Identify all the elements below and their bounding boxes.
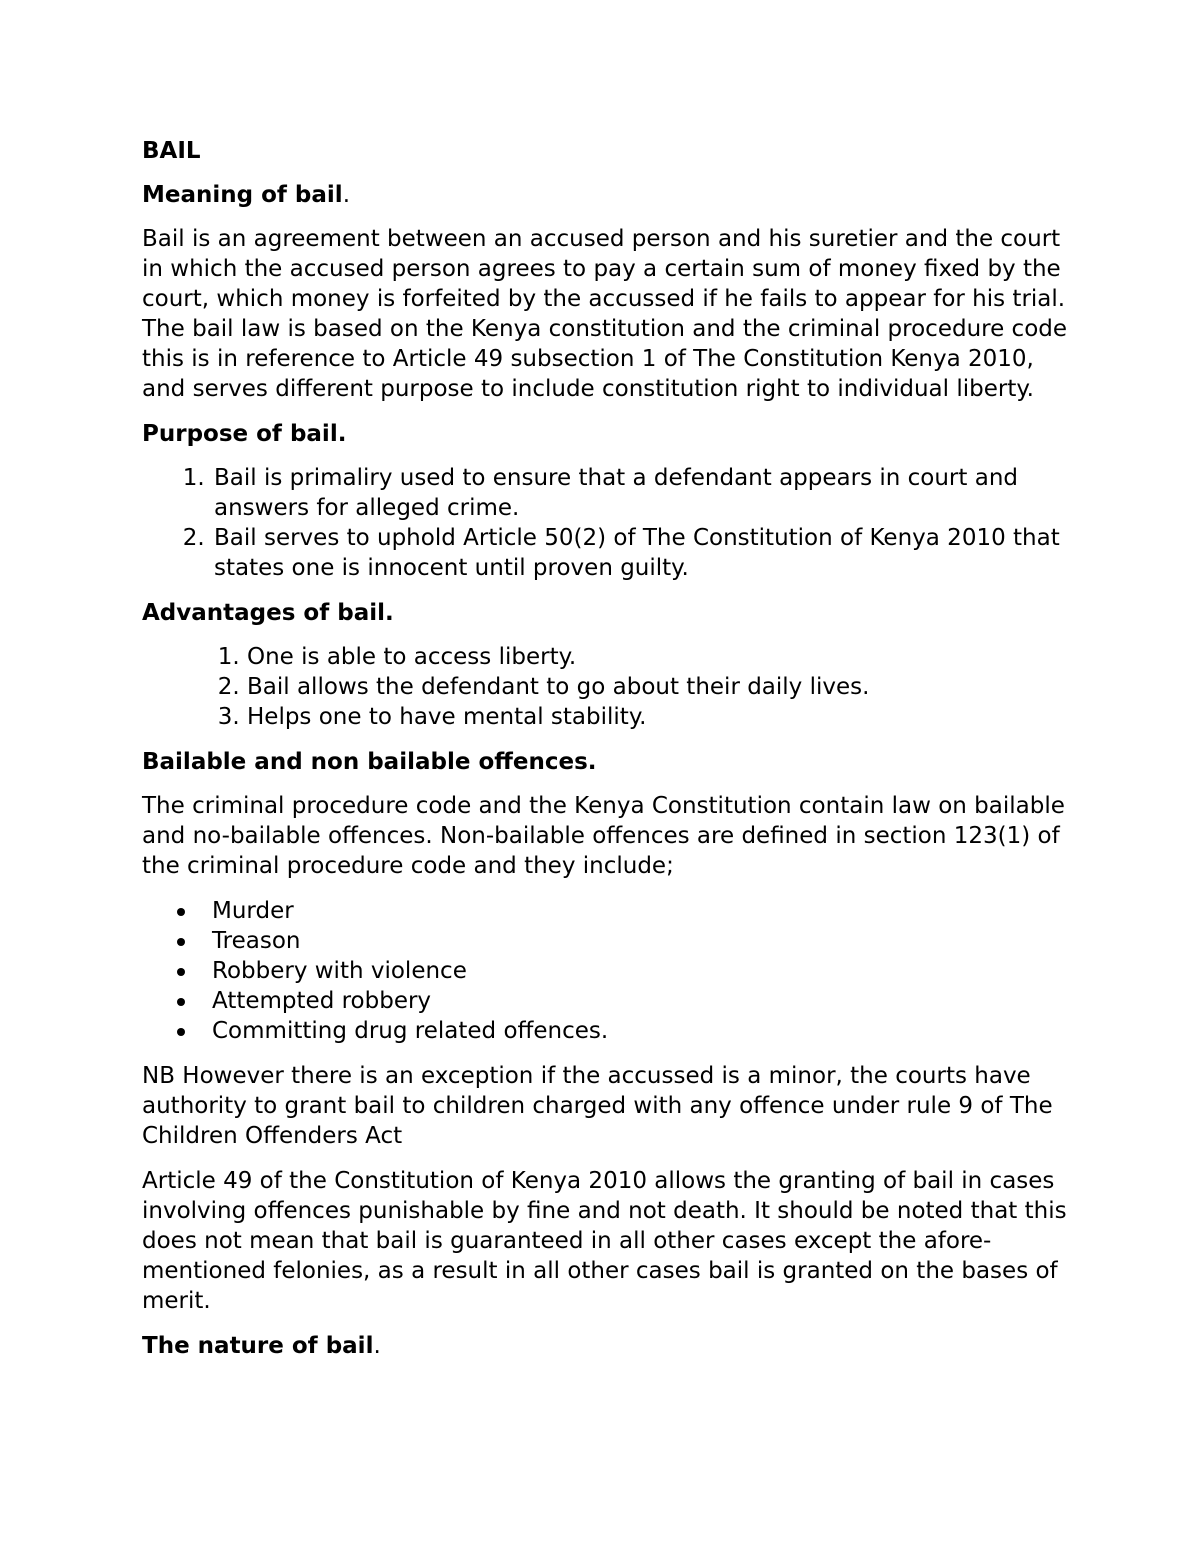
heading-nature: [142, 1331, 1072, 1361]
advantages-list: [142, 642, 1072, 732]
bullet-icon: [177, 908, 185, 916]
list-item: [142, 956, 1072, 986]
heading-meaning-text: Meaning of bail: [142, 182, 343, 208]
bullet-icon: [177, 938, 185, 946]
list-item: [142, 896, 1072, 926]
bullet-icon: [177, 968, 185, 976]
list-item: [142, 1016, 1072, 1046]
heading-advantages-text: Advantages of bail.: [142, 600, 394, 626]
list-item: [142, 926, 1072, 956]
heading-meaning-suffix: .: [342, 182, 350, 208]
paragraph-meaning: Bail is an agreement between an accused person and his suretier and the court in which the accused person agrees to pay a certain sum of money fixed by the court, which money is forfeited by the accussed if he fails to appear for his trial. The bail law is based on the Kenya constitution and the criminal procedure code this is in reference to Article 49 subsection 1 of The Constitution Kenya 2010, and serves different purpose to include constitution right to individual liberty.: [142, 226, 1068, 402]
heading-bailable-text: Bailable and non bailable offences.: [142, 749, 597, 775]
offence-text: Attempted robbery: [212, 988, 432, 1014]
list-item: 2. Bail serves to uphold Article 50(2) of The Constitution of Kenya 2010 that states one is innocent until proven guilty.: [212, 523, 1072, 583]
document-title: BAIL: [142, 138, 201, 164]
offence-text: Robbery with violence: [212, 958, 467, 984]
list-item: 3. Helps one to have mental stability.: [247, 702, 1072, 732]
list-item: [142, 986, 1072, 1016]
bullet-icon: [177, 998, 185, 1006]
heading-advantages: [142, 598, 1072, 628]
heading-meaning: [142, 180, 1072, 210]
offence-text: Treason: [212, 928, 301, 954]
heading-bailable: [142, 747, 1072, 777]
heading-purpose: [142, 419, 1072, 449]
document-page: [142, 136, 1072, 1375]
list-item: 1. One is able to access liberty.: [247, 642, 1072, 672]
heading-nature-text: The nature of bail: [142, 1333, 374, 1359]
offence-text: Murder: [212, 898, 294, 924]
heading-purpose-text: Purpose of bail.: [142, 421, 347, 447]
list-item: 2. Bail allows the defendant to go about their daily lives.: [247, 672, 1072, 702]
bullet-icon: [177, 1028, 185, 1036]
offences-list: [142, 896, 1072, 1046]
purpose-list: [142, 463, 1072, 583]
list-item: 1. Bail is primaliry used to ensure that a defendant appears in court and answers for alleged crime.: [212, 463, 1072, 523]
paragraph-bailable: The criminal procedure code and the Kenya Constitution contain law on bailable and no-bailable offences. Non-bailable offences are defined in section 123(1) of the criminal procedure code and they include;: [142, 793, 1065, 879]
heading-nature-suffix: .: [373, 1333, 381, 1359]
paragraph-article-49: Article 49 of the Constitution of Kenya 2010 allows the granting of bail in cases involving offences punishable by fine and not death. It should be noted that this does not mean that bail is guaranteed in all other cases except the afore-mentioned felonies, as a result in all other cases bail is granted on the bases of merit.: [142, 1168, 1067, 1314]
offence-text: Committing drug related offences.: [212, 1018, 609, 1044]
paragraph-note: NB However there is an exception if the accussed is a minor, the courts have authority to grant bail to children charged with any offence under rule 9 of The Children Offenders Act: [142, 1063, 1053, 1149]
